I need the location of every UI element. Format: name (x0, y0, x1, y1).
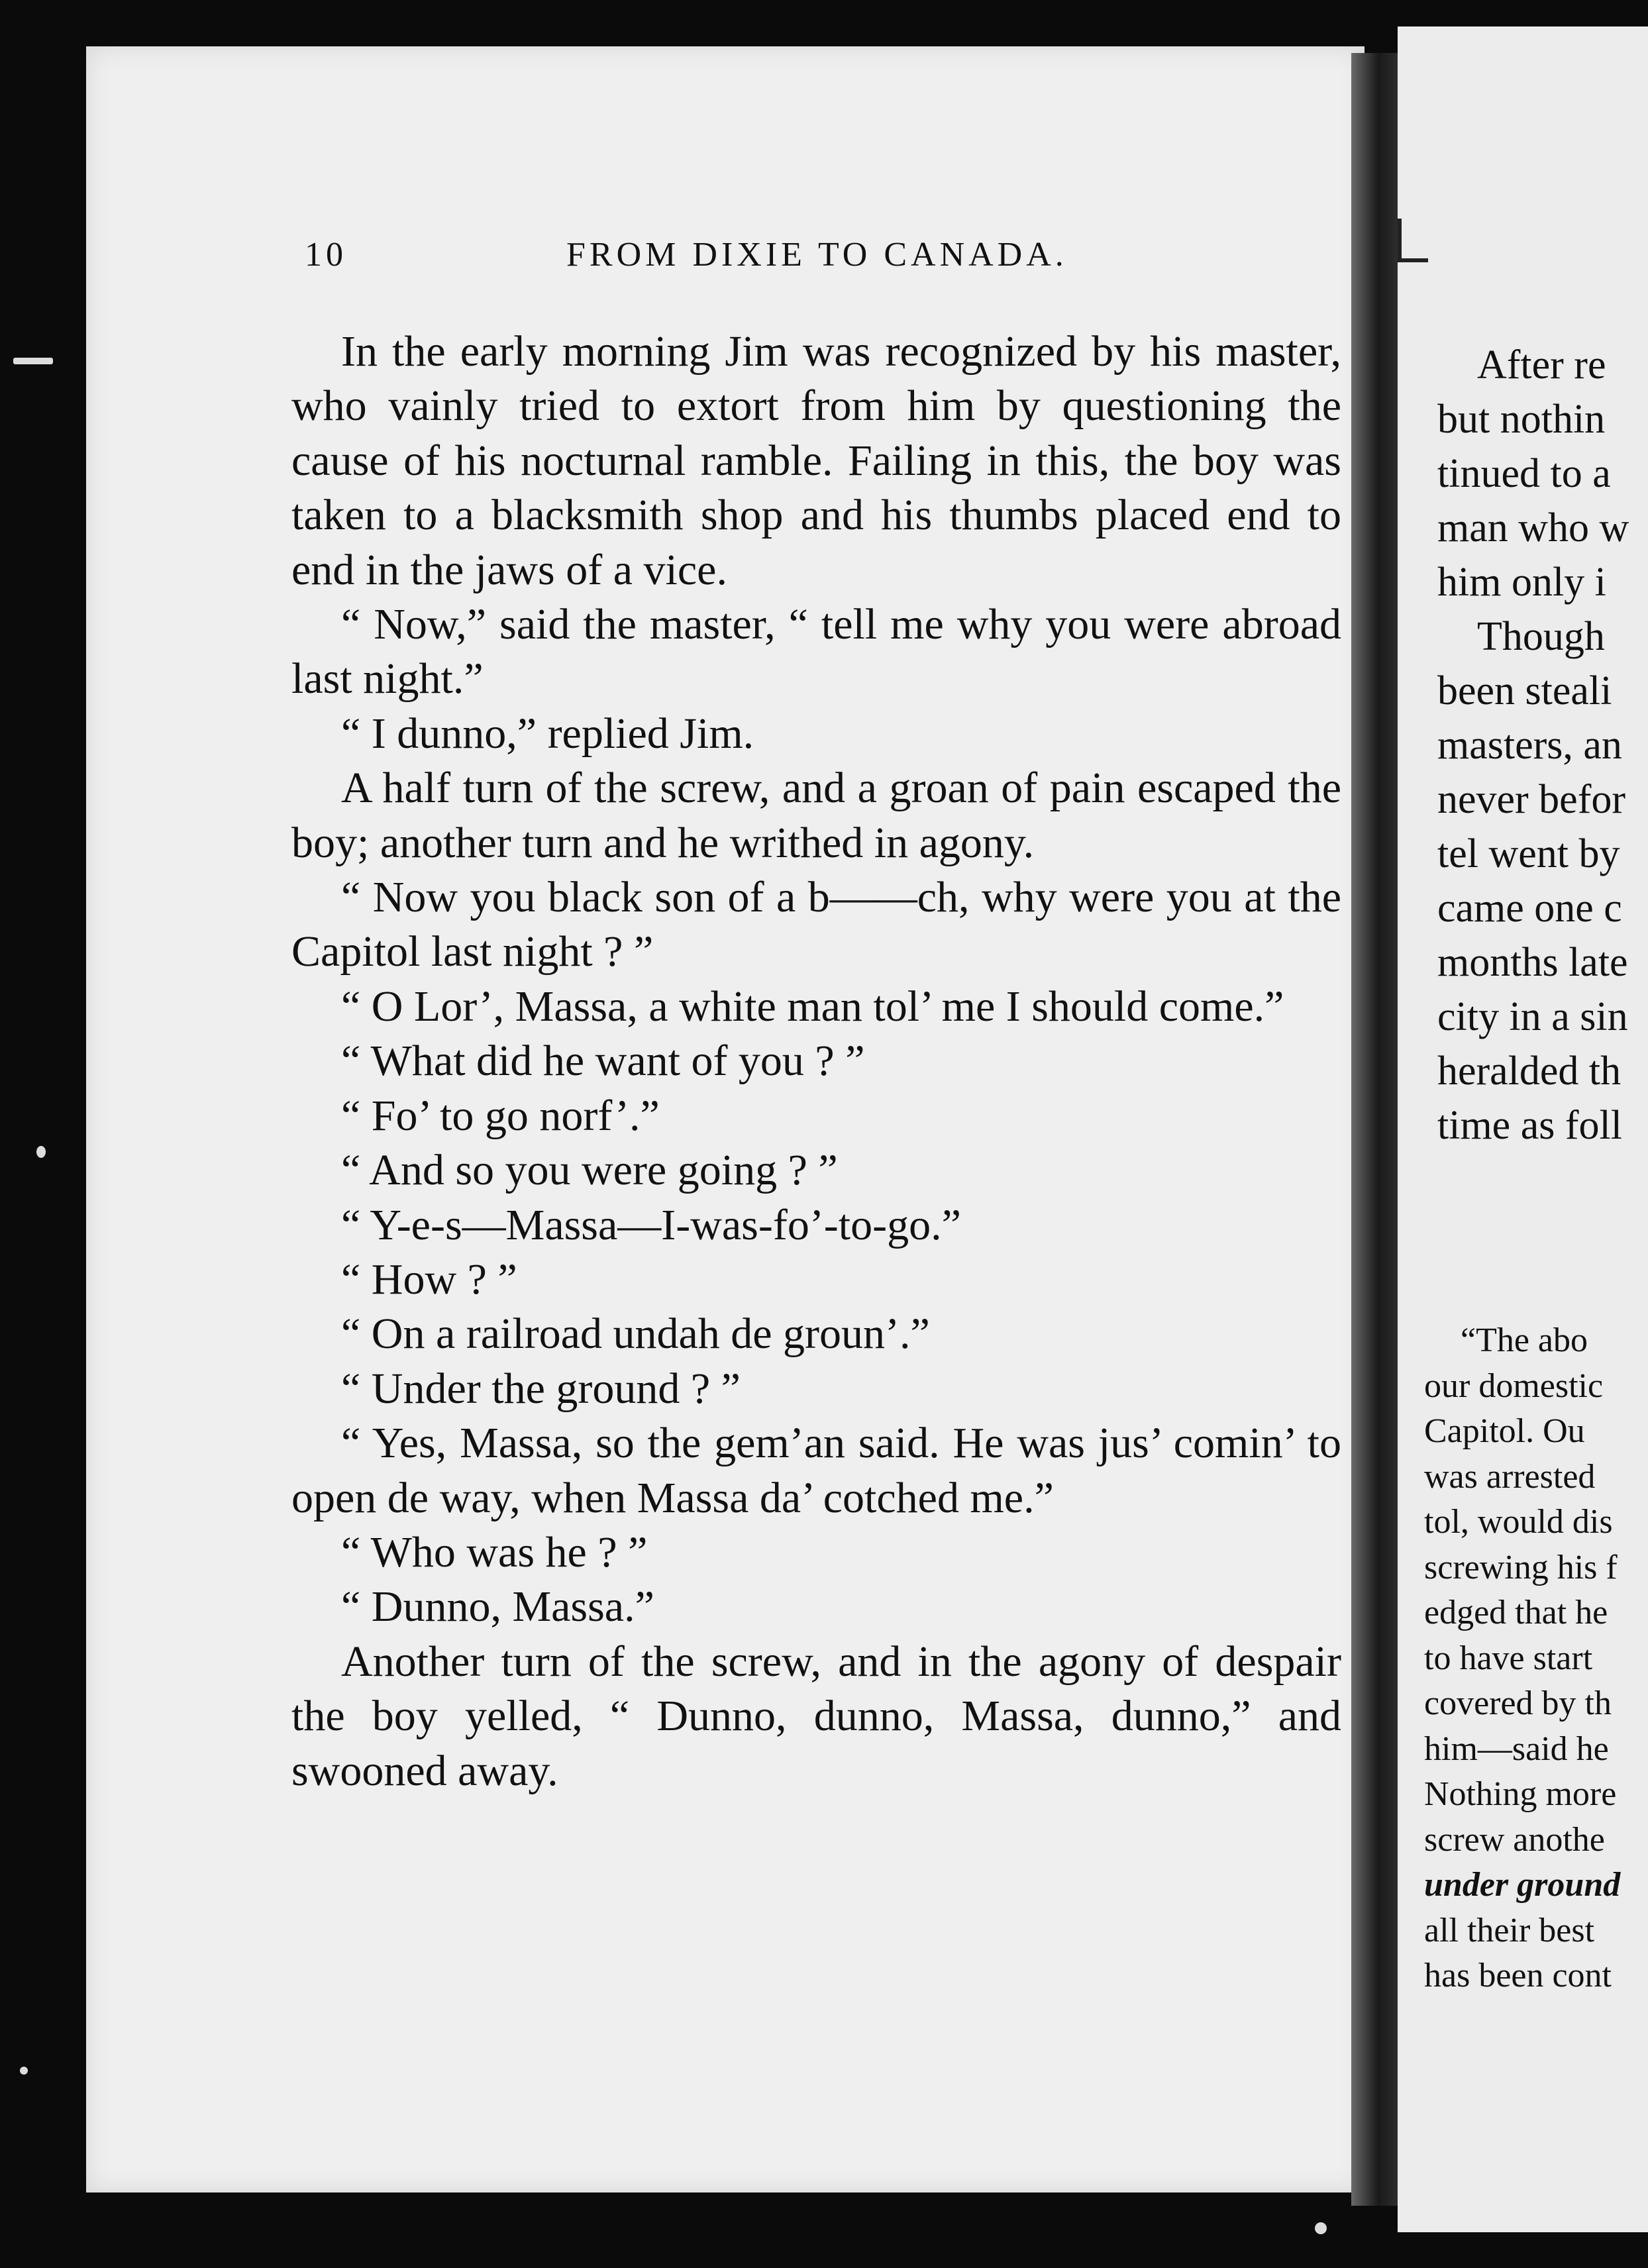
quote-line: Nothing more (1424, 1775, 1617, 1813)
right-line: Though (1477, 614, 1605, 659)
running-title: FROM DIXIE TO CANADA. (566, 236, 1068, 274)
right-line: masters, an (1437, 723, 1622, 768)
quote-line: our domestic (1424, 1366, 1604, 1405)
paragraph: “ Now,” said the master, “ tell me why you were abroad last night.” (291, 600, 1341, 703)
paragraph: “ Dunno, Massa.” (341, 1582, 654, 1631)
paragraph: “ And so you were going ? ” (341, 1146, 838, 1195)
body-text (291, 325, 1341, 1798)
right-line: tel went by (1437, 831, 1620, 876)
right-line: tinued to a (1437, 451, 1611, 496)
scan-speck (1315, 2222, 1327, 2234)
quote-line: screw anothe (1424, 1820, 1605, 1859)
right-line: came one c (1437, 886, 1622, 931)
paragraph: “ On a railroad undah de groun’.” (341, 1310, 930, 1359)
corner-mark (1398, 219, 1428, 262)
paragraph: “ Fo’ to go norf’.” (341, 1091, 660, 1140)
scan-speck (36, 1146, 46, 1158)
right-line: but nothin (1437, 397, 1606, 442)
right-line: time as foll (1437, 1103, 1622, 1148)
paragraph: “ What did he want of you ? ” (341, 1037, 865, 1086)
quote-line: has been cont (1424, 1957, 1612, 1994)
right-line: man who w (1437, 505, 1629, 550)
paragraph: “ O Lor’, Massa, a white man tol’ me I should come.” (341, 982, 1284, 1031)
quote-line: was arrested (1424, 1457, 1596, 1496)
right-line: city in a sin (1437, 994, 1628, 1039)
right-line: never befor (1437, 777, 1625, 822)
right-line: months late (1437, 940, 1628, 985)
paragraph: “ Yes, Massa, so the gem’an said. He was jus’ comin’ to open de way, when Massa da’ cotched me.” (291, 1419, 1341, 1522)
scan-speck (13, 358, 53, 364)
right-page (1398, 26, 1648, 2232)
right-page-text (1437, 338, 1648, 1153)
scan-speck (20, 2067, 28, 2075)
right-line: been steali (1437, 668, 1612, 713)
paragraph: “ Who was he ? ” (341, 1527, 648, 1576)
quote-line: “The abo (1461, 1321, 1588, 1359)
quote-line: edged that he (1424, 1594, 1608, 1631)
quote-line: screwing his f (1424, 1548, 1618, 1586)
page-number: 10 (305, 236, 347, 274)
paragraph: “ I dunno,” replied Jim. (341, 709, 754, 758)
quote-line: him—said he (1424, 1729, 1609, 1768)
quote-line: tol, would dis (1424, 1503, 1613, 1541)
paragraph: “ How ? ” (341, 1255, 517, 1304)
quote-line: Capitol. Ou (1424, 1412, 1585, 1450)
right-line: him only i (1437, 560, 1606, 605)
quote-line: covered by th (1424, 1684, 1612, 1722)
right-page-quote (1424, 1318, 1648, 1999)
paragraph: Another turn of the screw, and in the agony of despair the boy yelled, “ Dunno, dunno, Massa, dunno,” and swooned away. (291, 1637, 1341, 1795)
quote-line: under ground (1424, 1866, 1621, 1904)
paragraph: In the early morning Jim was recognized by his master, who vainly tried to extort from him by questioning the cause of his nocturnal ramble. Failing in this, the boy was taken to a blacksmith shop and his thumbs placed end to end in the jaws of a vice. (291, 327, 1341, 594)
quote-line: all their best (1424, 1911, 1595, 1949)
paragraph: “ Y-e-s—Massa—I-was-fo’-to-go.” (341, 1200, 961, 1249)
paragraph: “ Under the ground ? ” (341, 1364, 741, 1413)
quote-line: to have start (1424, 1639, 1593, 1677)
right-line: After re (1477, 342, 1606, 387)
paragraph: “ Now you black son of a b——ch, why were you at the Capitol last night ? ” (291, 873, 1341, 976)
paragraph: A half turn of the screw, and a groan of pain escaped the boy; another turn and he writhed in agony. (291, 764, 1341, 867)
right-line: heralded th (1437, 1049, 1622, 1094)
